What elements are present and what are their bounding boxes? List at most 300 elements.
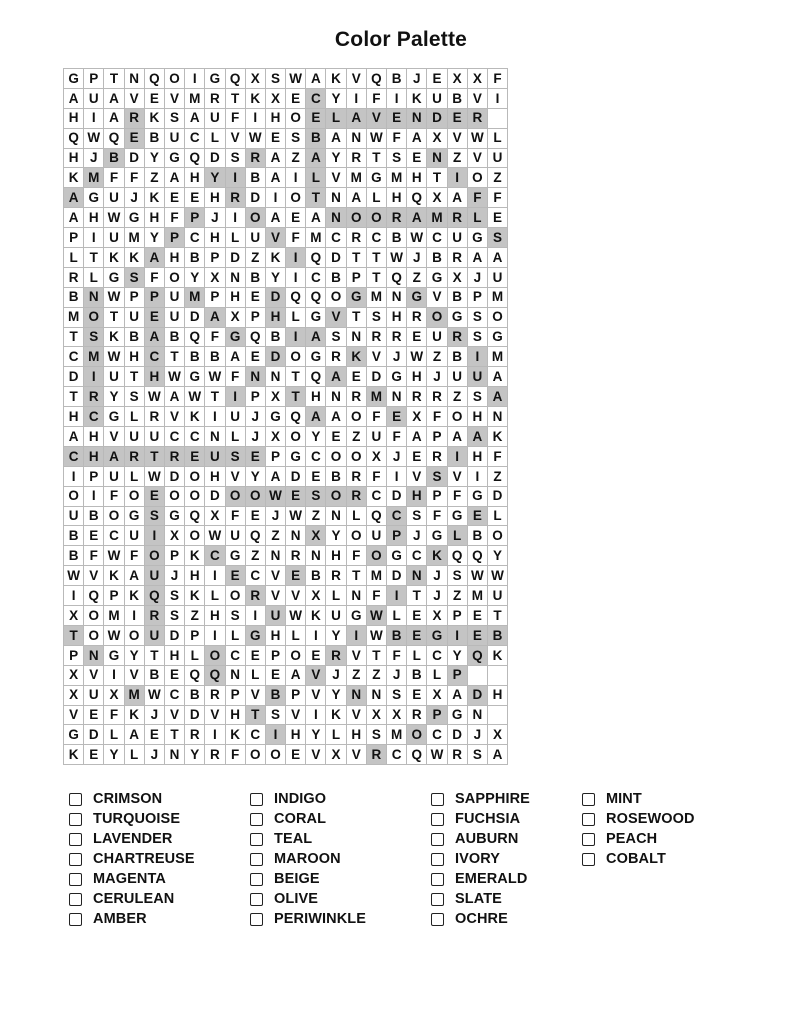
grid-cell[interactable]: I [286,168,306,188]
grid-cell[interactable]: C [245,725,265,745]
grid-cell[interactable]: W [205,526,225,546]
word-checkbox[interactable] [431,893,444,906]
grid-cell[interactable]: W [144,466,164,486]
grid-cell[interactable]: A [265,208,285,228]
grid-cell[interactable]: Z [286,148,306,168]
grid-cell[interactable]: I [286,248,306,268]
word-checkbox[interactable] [69,813,82,826]
grid-cell[interactable]: R [447,327,467,347]
grid-cell[interactable]: Y [306,427,326,447]
grid-cell[interactable]: T [366,148,386,168]
grid-cell[interactable]: G [124,506,144,526]
grid-cell[interactable]: I [205,566,225,586]
word-checkbox[interactable] [250,793,263,806]
grid-cell[interactable]: P [185,625,205,645]
grid-cell[interactable]: Q [185,148,205,168]
word-checkbox[interactable] [431,793,444,806]
grid-cell[interactable]: A [306,407,326,427]
grid-cell[interactable]: F [366,407,386,427]
grid-cell[interactable]: M [387,725,407,745]
grid-cell[interactable]: I [84,108,104,128]
grid-cell[interactable]: N [286,526,306,546]
grid-cell[interactable]: O [346,208,366,228]
grid-cell[interactable]: C [205,546,225,566]
grid-cell[interactable]: N [326,188,346,208]
grid-cell[interactable]: R [346,148,366,168]
grid-cell[interactable]: A [346,188,366,208]
grid-cell[interactable]: G [225,546,245,566]
grid-cell[interactable]: J [387,446,407,466]
grid-cell[interactable]: A [487,248,507,268]
word-checkbox[interactable] [431,913,444,926]
grid-cell[interactable]: R [427,446,447,466]
grid-cell[interactable]: K [407,88,427,108]
grid-cell[interactable]: C [366,228,386,248]
grid-cell[interactable]: A [326,407,346,427]
grid-cell[interactable]: H [205,466,225,486]
grid-cell[interactable]: L [326,108,346,128]
grid-cell[interactable]: P [467,287,487,307]
grid-cell[interactable]: X [467,69,487,89]
grid-cell[interactable]: P [225,685,245,705]
grid-cell[interactable]: X [64,665,84,685]
grid-cell[interactable]: B [104,148,124,168]
grid-cell[interactable]: E [306,108,326,128]
grid-cell[interactable]: L [326,725,346,745]
grid-cell[interactable]: R [144,407,164,427]
grid-cell[interactable]: C [427,228,447,248]
grid-cell[interactable]: C [306,88,326,108]
grid-cell[interactable]: C [306,446,326,466]
grid-cell[interactable]: I [487,88,507,108]
grid-cell[interactable]: L [205,128,225,148]
grid-cell[interactable]: W [387,248,407,268]
grid-cell[interactable]: J [326,665,346,685]
grid-cell[interactable]: Y [447,645,467,665]
grid-cell[interactable]: L [326,586,346,606]
grid-cell[interactable]: H [164,248,184,268]
grid-cell[interactable]: N [326,506,346,526]
grid-cell[interactable]: C [164,685,184,705]
grid-cell[interactable]: S [447,566,467,586]
grid-cell[interactable]: R [447,208,467,228]
word-checkbox[interactable] [582,853,595,866]
grid-cell[interactable]: Y [144,228,164,248]
grid-cell[interactable]: B [185,685,205,705]
grid-cell[interactable]: U [144,566,164,586]
grid-cell[interactable]: X [104,685,124,705]
word-checkbox[interactable] [582,813,595,826]
grid-cell[interactable]: M [487,287,507,307]
grid-cell[interactable]: U [447,367,467,387]
grid-cell[interactable]: W [407,228,427,248]
grid-cell[interactable]: F [467,188,487,208]
grid-cell[interactable]: B [387,228,407,248]
grid-cell[interactable]: I [387,88,407,108]
grid-cell[interactable]: Y [265,267,285,287]
grid-cell[interactable]: R [346,387,366,407]
grid-cell[interactable]: W [286,506,306,526]
grid-cell[interactable]: P [387,526,407,546]
grid-cell[interactable]: S [487,228,507,248]
grid-cell[interactable]: Q [64,128,84,148]
grid-cell[interactable]: O [185,526,205,546]
word-checkbox[interactable] [250,833,263,846]
grid-cell[interactable]: Z [427,347,447,367]
grid-cell[interactable]: H [124,347,144,367]
grid-cell[interactable]: K [144,108,164,128]
grid-cell[interactable]: T [225,88,245,108]
grid-cell[interactable]: L [286,307,306,327]
grid-cell[interactable]: C [84,407,104,427]
grid-cell[interactable]: U [265,606,285,626]
grid-cell[interactable]: Y [185,745,205,765]
grid-cell[interactable]: W [286,69,306,89]
grid-cell[interactable]: S [124,267,144,287]
grid-cell[interactable]: P [447,665,467,685]
grid-cell[interactable]: B [64,287,84,307]
grid-cell[interactable]: T [64,625,84,645]
grid-cell[interactable]: F [366,586,386,606]
grid-cell[interactable]: L [104,725,124,745]
word-checkbox[interactable] [431,853,444,866]
grid-cell[interactable]: A [306,208,326,228]
grid-cell[interactable]: I [205,725,225,745]
grid-cell[interactable]: V [346,69,366,89]
grid-cell[interactable]: F [346,546,366,566]
grid-cell[interactable]: E [447,108,467,128]
word-checkbox[interactable] [69,793,82,806]
grid-cell[interactable]: W [104,546,124,566]
grid-cell[interactable]: K [124,705,144,725]
grid-cell[interactable]: W [64,566,84,586]
grid-cell[interactable]: S [225,446,245,466]
grid-cell[interactable]: E [245,446,265,466]
grid-cell[interactable]: H [185,168,205,188]
grid-cell[interactable]: R [467,108,487,128]
grid-cell[interactable]: P [205,287,225,307]
grid-cell[interactable]: M [64,307,84,327]
grid-cell[interactable]: X [427,685,447,705]
grid-cell[interactable]: K [306,606,326,626]
grid-cell[interactable]: H [286,725,306,745]
grid-cell[interactable]: X [265,387,285,407]
grid-cell[interactable]: Q [286,407,306,427]
grid-cell[interactable]: E [245,347,265,367]
grid-cell[interactable]: Z [447,387,467,407]
grid-cell[interactable]: I [225,208,245,228]
grid-cell[interactable]: G [427,267,447,287]
grid-cell[interactable]: E [326,427,346,447]
grid-cell[interactable]: D [185,307,205,327]
grid-cell[interactable]: L [205,586,225,606]
grid-cell[interactable]: E [245,506,265,526]
grid-cell[interactable]: I [144,526,164,546]
grid-cell[interactable]: W [427,745,447,765]
grid-cell[interactable]: N [346,128,366,148]
grid-cell[interactable]: O [366,546,386,566]
grid-cell[interactable]: U [164,307,184,327]
grid-cell[interactable]: T [427,168,447,188]
grid-cell[interactable]: O [245,486,265,506]
grid-cell[interactable]: O [185,466,205,486]
grid-cell[interactable]: B [144,128,164,148]
grid-cell[interactable]: R [346,228,366,248]
grid-cell[interactable]: B [387,69,407,89]
grid-cell[interactable]: A [326,367,346,387]
grid-cell[interactable]: F [104,705,124,725]
grid-cell[interactable]: U [427,88,447,108]
grid-cell[interactable]: V [447,466,467,486]
grid-cell[interactable]: V [225,128,245,148]
grid-cell[interactable]: S [467,327,487,347]
grid-cell[interactable]: E [164,665,184,685]
grid-cell[interactable]: H [265,625,285,645]
grid-cell[interactable]: R [366,327,386,347]
grid-cell[interactable]: V [346,705,366,725]
grid-cell[interactable]: F [104,168,124,188]
grid-cell[interactable]: V [164,88,184,108]
grid-cell[interactable]: B [306,128,326,148]
grid-cell[interactable]: A [447,427,467,447]
grid-cell[interactable]: Q [407,188,427,208]
grid-cell[interactable]: O [225,486,245,506]
grid-cell[interactable]: S [306,486,326,506]
word-checkbox[interactable] [431,813,444,826]
grid-cell[interactable]: G [447,307,467,327]
grid-cell[interactable]: B [205,347,225,367]
grid-cell[interactable]: I [84,228,104,248]
grid-cell[interactable]: I [205,625,225,645]
grid-cell[interactable]: C [306,267,326,287]
word-checkbox[interactable] [582,793,595,806]
grid-cell[interactable]: Q [185,506,205,526]
grid-cell[interactable]: S [326,327,346,347]
grid-cell[interactable]: V [326,307,346,327]
grid-cell[interactable]: R [346,466,366,486]
word-checkbox[interactable] [582,833,595,846]
grid-cell[interactable]: V [326,168,346,188]
grid-cell[interactable]: X [164,526,184,546]
grid-cell[interactable]: N [265,367,285,387]
grid-cell[interactable]: L [225,427,245,447]
grid-cell[interactable]: G [447,705,467,725]
grid-cell[interactable]: K [185,586,205,606]
grid-cell[interactable]: F [104,486,124,506]
grid-cell[interactable]: E [467,606,487,626]
grid-cell[interactable]: B [64,546,84,566]
grid-cell[interactable]: T [487,606,507,626]
grid-cell[interactable]: J [144,705,164,725]
grid-cell[interactable]: A [447,188,467,208]
grid-cell[interactable]: K [144,188,164,208]
grid-cell[interactable]: G [427,625,447,645]
grid-cell[interactable]: O [286,645,306,665]
grid-cell[interactable]: V [124,665,144,685]
grid-cell[interactable]: E [164,188,184,208]
grid-cell[interactable]: O [407,725,427,745]
grid-cell[interactable]: A [225,347,245,367]
grid-cell[interactable]: E [84,745,104,765]
grid-cell[interactable]: O [447,407,467,427]
grid-cell[interactable]: H [164,645,184,665]
grid-cell[interactable]: E [286,208,306,228]
grid-cell[interactable]: O [84,625,104,645]
grid-cell[interactable]: Q [185,665,205,685]
grid-cell[interactable]: A [306,327,326,347]
grid-cell[interactable]: E [427,69,447,89]
grid-cell[interactable]: I [306,705,326,725]
grid-cell[interactable]: K [245,88,265,108]
grid-cell[interactable]: T [84,248,104,268]
grid-cell[interactable]: T [346,566,366,586]
grid-cell[interactable]: G [387,546,407,566]
grid-cell[interactable]: Y [326,88,346,108]
grid-cell[interactable]: E [144,307,164,327]
grid-cell[interactable]: A [326,128,346,148]
grid-cell[interactable]: G [467,228,487,248]
grid-cell[interactable]: Q [286,287,306,307]
grid-cell[interactable]: S [164,586,184,606]
grid-cell[interactable]: P [64,645,84,665]
grid-cell[interactable]: R [286,546,306,566]
grid-cell[interactable]: A [467,427,487,447]
grid-cell[interactable]: G [447,506,467,526]
grid-cell[interactable]: O [84,606,104,626]
grid-cell[interactable]: R [245,148,265,168]
grid-cell[interactable]: M [104,606,124,626]
grid-cell[interactable]: V [265,228,285,248]
grid-cell[interactable]: U [205,446,225,466]
grid-cell[interactable]: R [64,267,84,287]
grid-cell[interactable]: S [427,466,447,486]
grid-cell[interactable]: L [487,128,507,148]
grid-cell[interactable]: V [164,407,184,427]
grid-cell[interactable]: V [286,586,306,606]
grid-cell[interactable]: P [164,546,184,566]
grid-cell[interactable]: X [387,705,407,725]
grid-cell[interactable]: A [144,248,164,268]
grid-cell[interactable]: X [205,506,225,526]
grid-cell[interactable]: L [286,625,306,645]
grid-cell[interactable]: E [144,486,164,506]
grid-cell[interactable]: A [346,108,366,128]
grid-cell[interactable]: L [487,506,507,526]
grid-cell[interactable]: Q [387,267,407,287]
grid-cell[interactable]: L [64,248,84,268]
grid-cell[interactable]: A [64,88,84,108]
grid-cell[interactable]: A [124,566,144,586]
grid-cell[interactable]: X [487,725,507,745]
grid-cell[interactable]: S [366,307,386,327]
grid-cell[interactable]: I [286,267,306,287]
grid-cell[interactable]: Z [487,466,507,486]
grid-cell[interactable]: O [326,287,346,307]
grid-cell[interactable]: V [225,466,245,486]
grid-cell[interactable]: V [467,88,487,108]
grid-cell[interactable]: P [64,228,84,248]
grid-cell[interactable]: U [487,267,507,287]
grid-cell[interactable]: H [467,446,487,466]
grid-cell[interactable]: N [387,387,407,407]
grid-cell[interactable]: M [467,586,487,606]
grid-cell[interactable]: W [164,367,184,387]
grid-cell[interactable]: R [387,327,407,347]
grid-cell[interactable]: L [124,466,144,486]
grid-cell[interactable]: K [104,327,124,347]
grid-cell[interactable]: W [144,387,164,407]
grid-cell[interactable]: C [185,228,205,248]
grid-cell[interactable]: R [407,705,427,725]
grid-cell[interactable]: T [286,367,306,387]
grid-cell[interactable]: C [387,745,407,765]
grid-cell[interactable]: P [447,606,467,626]
grid-cell[interactable]: B [407,665,427,685]
grid-cell[interactable]: K [124,586,144,606]
grid-cell[interactable]: H [326,546,346,566]
grid-cell[interactable]: E [407,148,427,168]
grid-cell[interactable]: W [245,128,265,148]
grid-cell[interactable]: G [467,486,487,506]
grid-cell[interactable]: U [225,526,245,546]
grid-cell[interactable]: A [286,665,306,685]
grid-cell[interactable]: Z [447,148,467,168]
grid-cell[interactable]: C [164,427,184,447]
grid-cell[interactable]: Z [245,546,265,566]
grid-cell[interactable]: T [164,725,184,745]
grid-cell[interactable]: L [225,228,245,248]
grid-cell[interactable]: K [265,248,285,268]
grid-cell[interactable]: L [427,665,447,685]
grid-cell[interactable]: M [366,566,386,586]
grid-cell[interactable]: V [366,108,386,128]
grid-cell[interactable]: O [286,427,306,447]
grid-cell[interactable]: I [124,606,144,626]
grid-cell[interactable]: P [205,248,225,268]
grid-cell[interactable]: Q [306,287,326,307]
grid-cell[interactable]: Y [306,725,326,745]
grid-cell[interactable]: D [84,725,104,745]
grid-cell[interactable]: C [326,228,346,248]
grid-cell[interactable]: H [84,446,104,466]
grid-cell[interactable]: O [326,446,346,466]
grid-cell[interactable]: A [407,208,427,228]
grid-cell[interactable]: O [124,486,144,506]
grid-cell[interactable]: W [104,347,124,367]
grid-cell[interactable]: E [245,645,265,665]
grid-cell[interactable]: H [225,287,245,307]
grid-cell[interactable]: E [387,108,407,128]
grid-cell[interactable]: E [144,725,164,745]
grid-cell[interactable]: D [326,248,346,268]
grid-cell[interactable]: T [306,188,326,208]
grid-cell[interactable]: S [225,148,245,168]
grid-cell[interactable]: Q [185,327,205,347]
grid-cell[interactable] [487,108,507,128]
grid-cell[interactable]: Z [447,586,467,606]
grid-cell[interactable]: Q [84,586,104,606]
grid-cell[interactable]: E [346,367,366,387]
grid-cell[interactable]: T [346,307,366,327]
grid-cell[interactable]: I [346,88,366,108]
grid-cell[interactable]: S [144,506,164,526]
grid-cell[interactable]: N [346,685,366,705]
grid-cell[interactable]: G [346,287,366,307]
grid-cell[interactable]: K [487,645,507,665]
grid-cell[interactable]: S [286,128,306,148]
grid-cell[interactable]: G [306,307,326,327]
grid-cell[interactable]: I [64,466,84,486]
